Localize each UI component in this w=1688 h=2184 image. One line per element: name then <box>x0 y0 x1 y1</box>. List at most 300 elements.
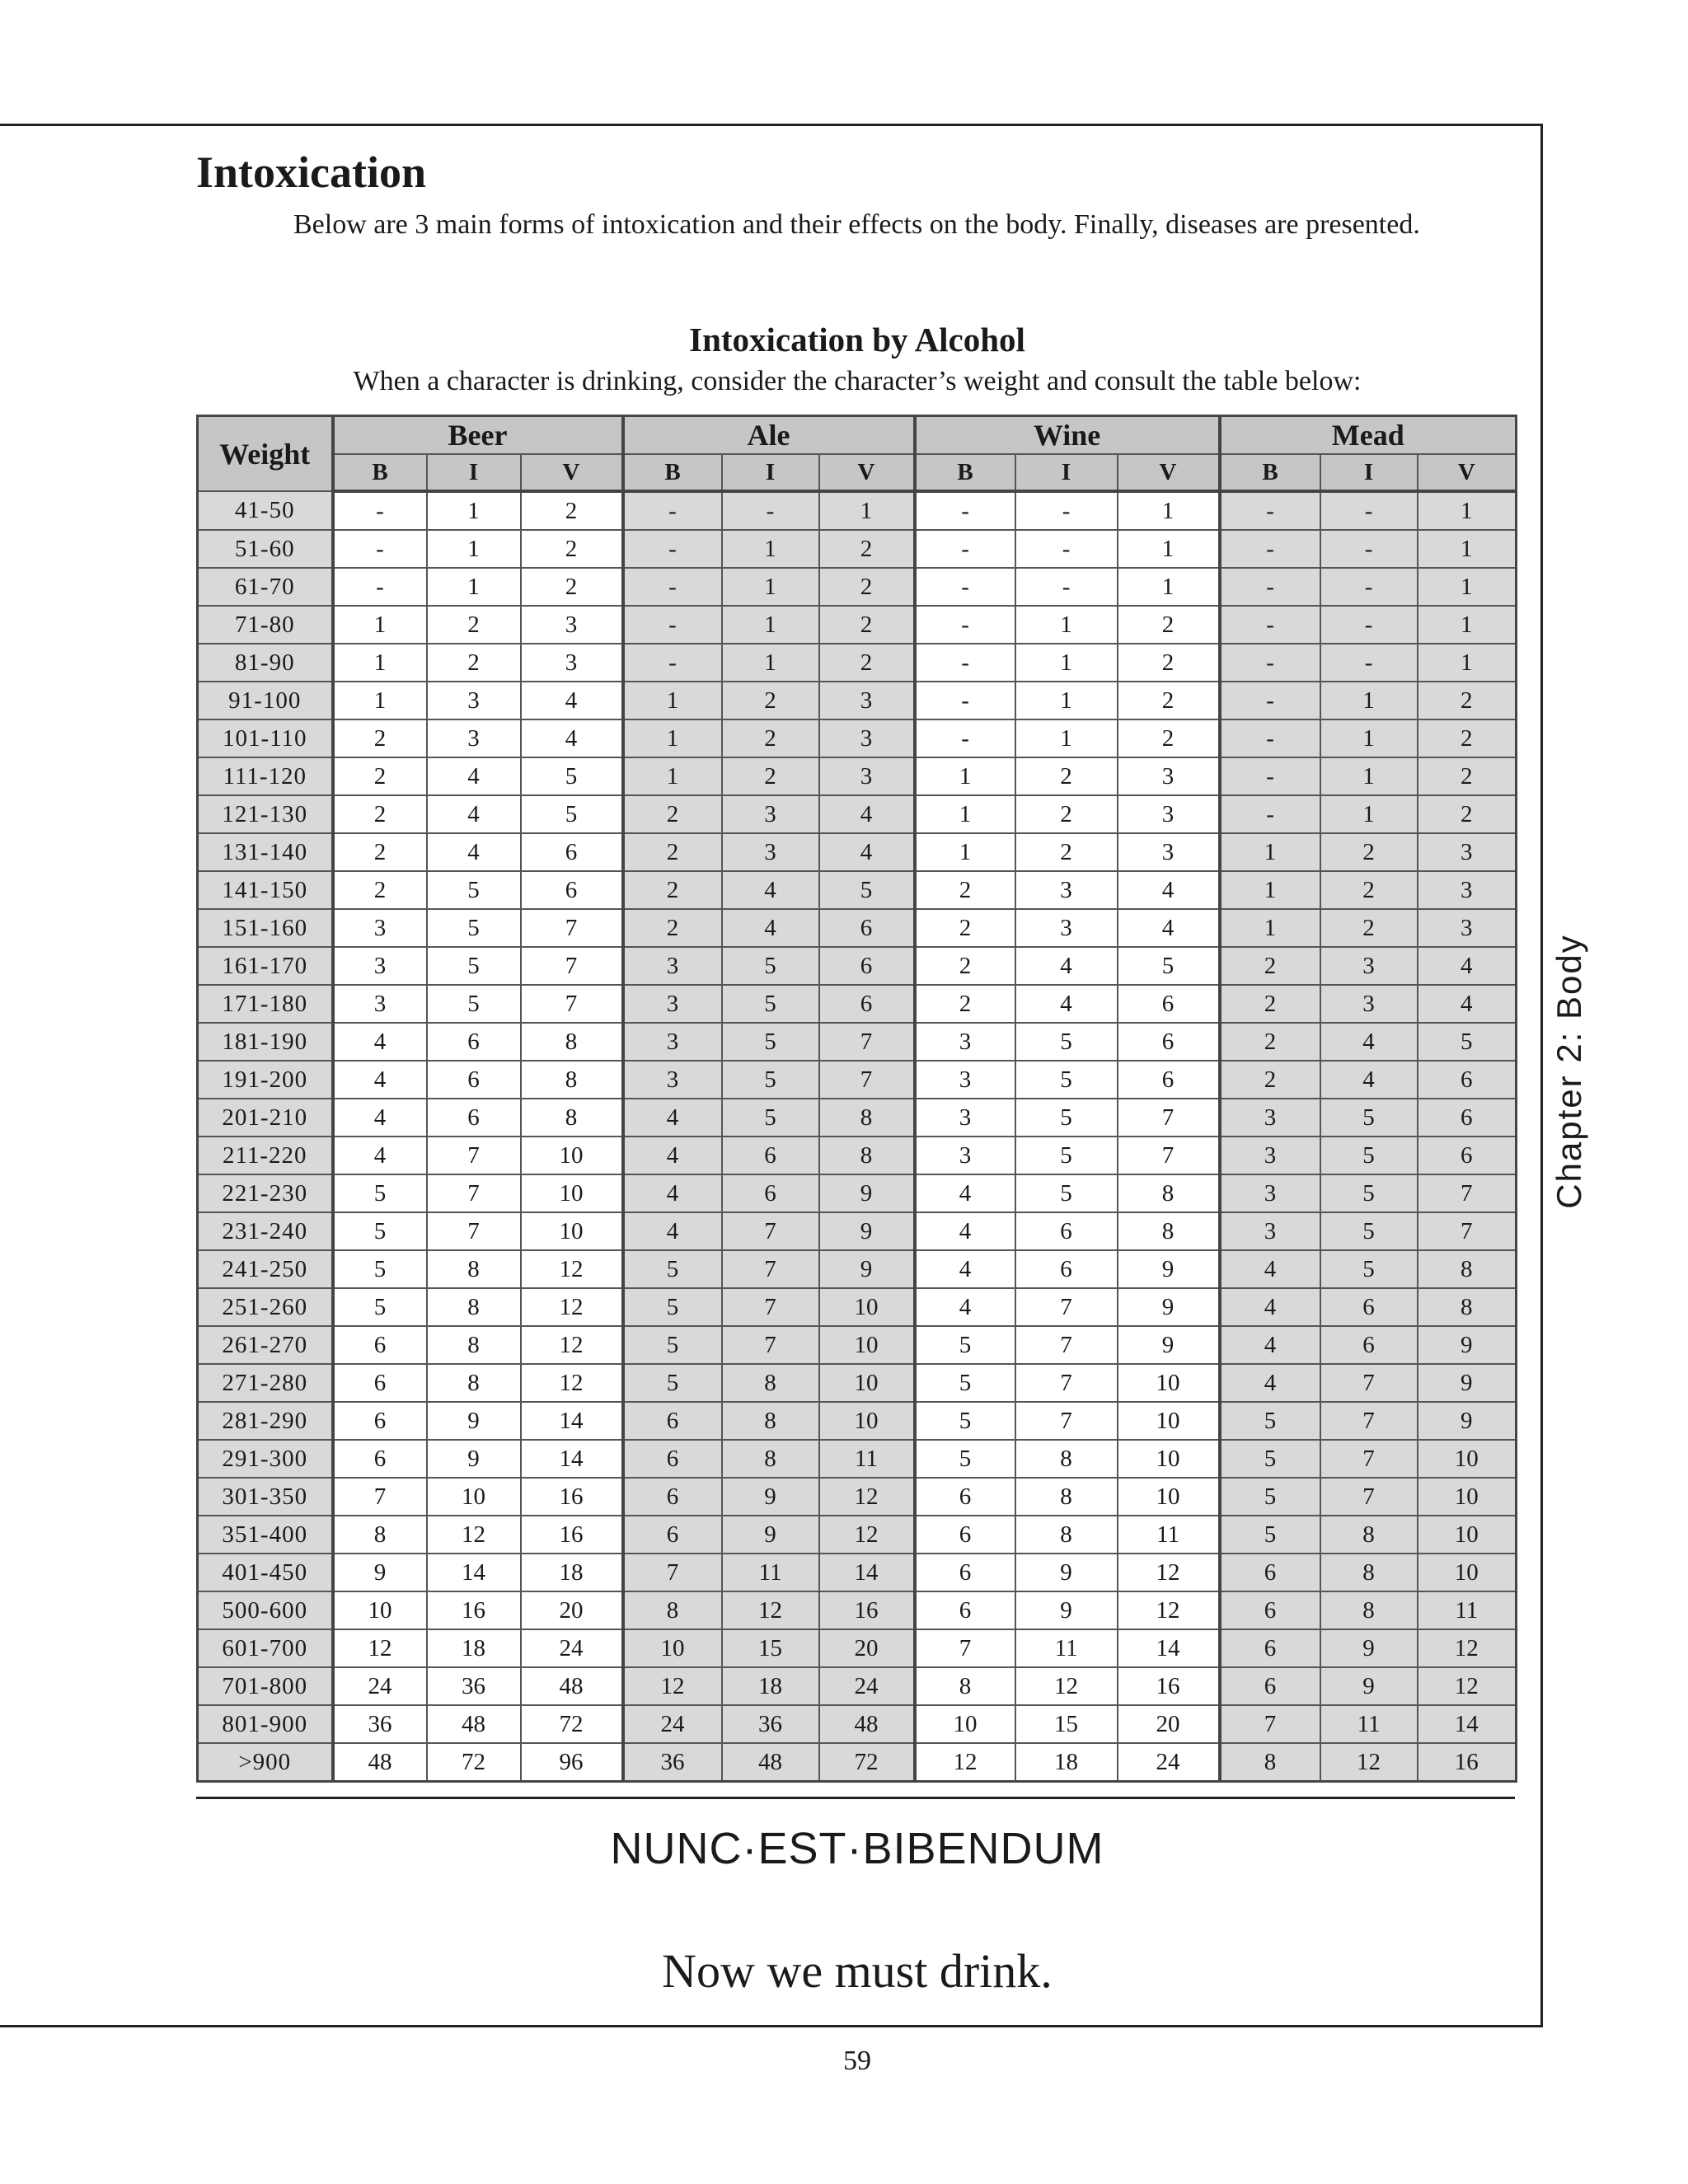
value-cell: 5 <box>427 871 521 909</box>
value-cell: 6 <box>1418 1099 1517 1137</box>
value-cell: 5 <box>722 1099 819 1137</box>
value-cell: - <box>915 491 1015 530</box>
value-cell: 6 <box>623 1440 722 1478</box>
weight-cell: 241-250 <box>198 1250 333 1288</box>
value-cell: 2 <box>1220 947 1320 985</box>
value-cell: 6 <box>333 1440 427 1478</box>
value-cell: 14 <box>1118 1629 1220 1667</box>
weight-cell: 301-350 <box>198 1478 333 1516</box>
value-cell: 2 <box>722 682 819 719</box>
table-row <box>198 795 1517 833</box>
value-cell: 10 <box>623 1629 722 1667</box>
value-cell: 7 <box>427 1137 521 1174</box>
value-cell: 48 <box>819 1705 915 1743</box>
value-cell: 1 <box>1320 682 1418 719</box>
weight-cell: 251-260 <box>198 1288 333 1326</box>
value-cell: 6 <box>1320 1288 1418 1326</box>
value-cell: 9 <box>722 1516 819 1554</box>
value-cell: - <box>1220 568 1320 606</box>
table-row <box>198 947 1517 985</box>
value-cell: 3 <box>623 1061 722 1099</box>
weight-cell: 801-900 <box>198 1705 333 1743</box>
value-cell: 2 <box>1418 719 1517 757</box>
value-cell: 8 <box>521 1061 623 1099</box>
value-cell: 16 <box>521 1478 623 1516</box>
value-cell: 10 <box>819 1326 915 1364</box>
value-cell: 3 <box>819 757 915 795</box>
value-cell: 8 <box>427 1364 521 1402</box>
value-cell: 12 <box>1118 1591 1220 1629</box>
value-cell: 9 <box>333 1554 427 1591</box>
table-row <box>198 719 1517 757</box>
value-cell: 1 <box>1418 530 1517 568</box>
value-cell: 5 <box>1320 1212 1418 1250</box>
table-instruction: When a character is drinking, consider the character’s weight and consult the table below: <box>353 366 1362 396</box>
value-cell: - <box>1220 530 1320 568</box>
value-cell: 11 <box>819 1440 915 1478</box>
value-cell: 1 <box>915 833 1015 871</box>
weight-cell: 221-230 <box>198 1174 333 1212</box>
value-cell: 12 <box>521 1364 623 1402</box>
value-cell: 5 <box>427 985 521 1023</box>
value-cell: 24 <box>333 1667 427 1705</box>
value-cell: 20 <box>819 1629 915 1667</box>
value-cell: 2 <box>1220 985 1320 1023</box>
value-cell: 16 <box>521 1516 623 1554</box>
value-cell: 9 <box>1118 1288 1220 1326</box>
table-row <box>198 1061 1517 1099</box>
value-cell: 7 <box>1220 1705 1320 1743</box>
table-row <box>198 1099 1517 1137</box>
value-cell: 9 <box>1418 1364 1517 1402</box>
value-cell: 5 <box>623 1326 722 1364</box>
value-cell: 4 <box>333 1061 427 1099</box>
weight-cell: 281-290 <box>198 1402 333 1440</box>
value-cell: 6 <box>819 909 915 947</box>
value-cell: 4 <box>427 757 521 795</box>
value-cell: 2 <box>521 568 623 606</box>
value-cell: 1 <box>427 568 521 606</box>
value-cell: 10 <box>1418 1478 1517 1516</box>
value-cell: 12 <box>915 1743 1015 1782</box>
value-cell: 48 <box>521 1667 623 1705</box>
value-cell: 7 <box>1320 1478 1418 1516</box>
value-cell: - <box>1320 644 1418 682</box>
value-cell: 1 <box>333 682 427 719</box>
value-cell: 5 <box>1320 1250 1418 1288</box>
value-cell: 7 <box>1320 1440 1418 1478</box>
value-cell: 5 <box>1015 1099 1118 1137</box>
value-cell: 8 <box>1320 1554 1418 1591</box>
value-cell: 3 <box>1418 871 1517 909</box>
value-cell: 11 <box>722 1554 819 1591</box>
value-cell: 5 <box>623 1250 722 1288</box>
value-cell: 8 <box>623 1591 722 1629</box>
table-row <box>198 1212 1517 1250</box>
value-cell: - <box>1015 530 1118 568</box>
value-cell: 9 <box>722 1478 819 1516</box>
value-cell: 2 <box>1418 682 1517 719</box>
sub-header-i: I <box>722 454 819 491</box>
value-cell: 12 <box>427 1516 521 1554</box>
value-cell: 4 <box>1220 1250 1320 1288</box>
value-cell: 1 <box>1418 606 1517 644</box>
value-cell: 10 <box>1118 1402 1220 1440</box>
value-cell: 8 <box>1320 1516 1418 1554</box>
weight-cell: 161-170 <box>198 947 333 985</box>
value-cell: 12 <box>1015 1667 1118 1705</box>
value-cell: 10 <box>1418 1554 1517 1591</box>
value-cell: 7 <box>427 1174 521 1212</box>
value-cell: 12 <box>521 1250 623 1288</box>
value-cell: 5 <box>1320 1174 1418 1212</box>
value-cell: 1 <box>1320 795 1418 833</box>
value-cell: 2 <box>1118 682 1220 719</box>
weight-cell: 701-800 <box>198 1667 333 1705</box>
value-cell: 2 <box>1320 833 1418 871</box>
value-cell: 1 <box>1015 719 1118 757</box>
sub-header-v: V <box>819 454 915 491</box>
weight-cell: 151-160 <box>198 909 333 947</box>
value-cell: 1 <box>333 606 427 644</box>
table-row <box>198 1478 1517 1516</box>
value-cell: 3 <box>722 833 819 871</box>
value-cell: 5 <box>1320 1137 1418 1174</box>
table-row <box>198 1250 1517 1288</box>
value-cell: 14 <box>521 1440 623 1478</box>
value-cell: 2 <box>1220 1023 1320 1061</box>
table-row <box>198 1288 1517 1326</box>
value-cell: 1 <box>623 682 722 719</box>
value-cell: 2 <box>427 644 521 682</box>
value-cell: 8 <box>722 1402 819 1440</box>
value-cell: 24 <box>1118 1743 1220 1782</box>
value-cell: 8 <box>427 1326 521 1364</box>
value-cell: 6 <box>623 1402 722 1440</box>
value-cell: 2 <box>521 491 623 530</box>
latin-motto: NUNC·EST·BIBENDUM <box>610 1824 1104 1873</box>
weight-cell: 291-300 <box>198 1440 333 1478</box>
value-cell: 7 <box>333 1478 427 1516</box>
value-cell: 2 <box>722 757 819 795</box>
value-cell: 7 <box>722 1326 819 1364</box>
value-cell: 6 <box>427 1061 521 1099</box>
value-cell: 6 <box>333 1364 427 1402</box>
value-cell: 8 <box>1015 1478 1118 1516</box>
weight-cell: >900 <box>198 1743 333 1782</box>
chapter-tab: Chapter 2: Body <box>1550 934 1588 1209</box>
value-cell: 4 <box>915 1250 1015 1288</box>
value-cell: 10 <box>333 1591 427 1629</box>
value-cell: 4 <box>1220 1326 1320 1364</box>
sub-header-v: V <box>1418 454 1517 491</box>
value-cell: 6 <box>521 833 623 871</box>
value-cell: 1 <box>1220 909 1320 947</box>
value-cell: - <box>915 568 1015 606</box>
value-cell: 18 <box>427 1629 521 1667</box>
value-cell: 72 <box>521 1705 623 1743</box>
value-cell: 1 <box>1220 871 1320 909</box>
value-cell: 3 <box>521 644 623 682</box>
value-cell: 6 <box>1015 1250 1118 1288</box>
weight-header: Weight <box>198 416 333 492</box>
table-row <box>198 1174 1517 1212</box>
value-cell: 4 <box>623 1212 722 1250</box>
value-cell: 6 <box>623 1516 722 1554</box>
value-cell: 5 <box>1220 1402 1320 1440</box>
value-cell: 5 <box>521 795 623 833</box>
value-cell: 6 <box>1320 1326 1418 1364</box>
value-cell: 8 <box>1118 1212 1220 1250</box>
value-cell: 3 <box>1220 1212 1320 1250</box>
value-cell: 10 <box>521 1174 623 1212</box>
value-cell: 96 <box>521 1743 623 1782</box>
value-cell: 6 <box>915 1591 1015 1629</box>
table-row <box>198 1516 1517 1554</box>
value-cell: 5 <box>819 871 915 909</box>
value-cell: 3 <box>623 985 722 1023</box>
value-cell: 4 <box>623 1137 722 1174</box>
value-cell: 4 <box>427 833 521 871</box>
table-row <box>198 1364 1517 1402</box>
value-cell: 3 <box>1220 1137 1320 1174</box>
value-cell: 24 <box>819 1667 915 1705</box>
table-row <box>198 1705 1517 1743</box>
value-cell: 2 <box>333 795 427 833</box>
value-cell: 12 <box>521 1326 623 1364</box>
value-cell: 3 <box>915 1099 1015 1137</box>
value-cell: 9 <box>1320 1629 1418 1667</box>
value-cell: 9 <box>1015 1554 1118 1591</box>
value-cell: 1 <box>333 644 427 682</box>
group-header-ale: Ale <box>623 416 915 455</box>
value-cell: 9 <box>427 1440 521 1478</box>
value-cell: 8 <box>819 1099 915 1137</box>
value-cell: 36 <box>722 1705 819 1743</box>
intro-paragraph: Below are 3 main forms of intoxication and their effects on the body. Finally, diseases are presented. <box>293 209 1420 240</box>
value-cell: 6 <box>1418 1061 1517 1099</box>
value-cell: 6 <box>427 1023 521 1061</box>
value-cell: 7 <box>1015 1326 1118 1364</box>
value-cell: 36 <box>333 1705 427 1743</box>
value-cell: 1 <box>1320 757 1418 795</box>
value-cell: 1 <box>819 491 915 530</box>
value-cell: 2 <box>1015 757 1118 795</box>
value-cell: 5 <box>427 947 521 985</box>
value-cell: - <box>333 568 427 606</box>
value-cell: 3 <box>1418 833 1517 871</box>
value-cell: 4 <box>1118 871 1220 909</box>
value-cell: 10 <box>1118 1478 1220 1516</box>
value-cell: 3 <box>623 1023 722 1061</box>
weight-cell: 101-110 <box>198 719 333 757</box>
value-cell: 7 <box>819 1061 915 1099</box>
value-cell: 2 <box>623 871 722 909</box>
value-cell: 5 <box>915 1402 1015 1440</box>
value-cell: 7 <box>1418 1212 1517 1250</box>
weight-cell: 401-450 <box>198 1554 333 1591</box>
value-cell: - <box>915 682 1015 719</box>
value-cell: - <box>1220 757 1320 795</box>
table-row <box>198 1667 1517 1705</box>
value-cell: - <box>1320 568 1418 606</box>
value-cell: 5 <box>915 1440 1015 1478</box>
value-cell: 36 <box>427 1667 521 1705</box>
table-row <box>198 757 1517 795</box>
value-cell: 8 <box>722 1440 819 1478</box>
value-cell: 9 <box>1320 1667 1418 1705</box>
value-cell: - <box>915 644 1015 682</box>
value-cell: 5 <box>1418 1023 1517 1061</box>
value-cell: 8 <box>915 1667 1015 1705</box>
value-cell: 6 <box>1220 1667 1320 1705</box>
page-number: 59 <box>843 2046 871 2076</box>
sub-header-b: B <box>915 454 1015 491</box>
value-cell: 6 <box>1220 1554 1320 1591</box>
weight-cell: 121-130 <box>198 795 333 833</box>
value-cell: 4 <box>722 909 819 947</box>
value-cell: 2 <box>819 606 915 644</box>
value-cell: 3 <box>521 606 623 644</box>
value-cell: 4 <box>915 1288 1015 1326</box>
value-cell: 4 <box>915 1174 1015 1212</box>
value-cell: 3 <box>819 682 915 719</box>
value-cell: 6 <box>819 985 915 1023</box>
value-cell: 7 <box>1015 1364 1118 1402</box>
value-cell: 14 <box>427 1554 521 1591</box>
value-cell: 4 <box>333 1023 427 1061</box>
value-cell: 5 <box>521 757 623 795</box>
value-cell: 7 <box>521 947 623 985</box>
sub-header-i: I <box>1015 454 1118 491</box>
value-cell: 7 <box>1320 1402 1418 1440</box>
value-cell: 48 <box>333 1743 427 1782</box>
value-cell: 1 <box>915 757 1015 795</box>
value-cell: 9 <box>1118 1250 1220 1288</box>
value-cell: 5 <box>1220 1516 1320 1554</box>
value-cell: 5 <box>915 1364 1015 1402</box>
value-cell: 2 <box>1320 909 1418 947</box>
value-cell: 12 <box>521 1288 623 1326</box>
value-cell: 2 <box>623 795 722 833</box>
value-cell: 2 <box>333 833 427 871</box>
value-cell: 5 <box>722 985 819 1023</box>
value-cell: 1 <box>722 568 819 606</box>
value-cell: 8 <box>819 1137 915 1174</box>
value-cell: - <box>1220 795 1320 833</box>
value-cell: 10 <box>1118 1440 1220 1478</box>
weight-cell: 191-200 <box>198 1061 333 1099</box>
value-cell: 2 <box>623 833 722 871</box>
value-cell: 1 <box>623 757 722 795</box>
value-cell: 1 <box>1015 682 1118 719</box>
value-cell: 7 <box>722 1288 819 1326</box>
weight-cell: 261-270 <box>198 1326 333 1364</box>
value-cell: 5 <box>1118 947 1220 985</box>
value-cell: 24 <box>623 1705 722 1743</box>
value-cell: 4 <box>915 1212 1015 1250</box>
value-cell: 4 <box>333 1099 427 1137</box>
value-cell: 5 <box>623 1364 722 1402</box>
sub-header-v: V <box>1118 454 1220 491</box>
value-cell: 24 <box>521 1629 623 1667</box>
value-cell: 9 <box>1118 1326 1220 1364</box>
value-cell: 6 <box>521 871 623 909</box>
value-cell: 3 <box>1320 985 1418 1023</box>
value-cell: 5 <box>333 1288 427 1326</box>
value-cell: 12 <box>819 1478 915 1516</box>
table-row <box>198 1554 1517 1591</box>
table-row <box>198 568 1517 606</box>
value-cell: 3 <box>1015 909 1118 947</box>
value-cell: - <box>1320 530 1418 568</box>
value-cell: 7 <box>1118 1137 1220 1174</box>
value-cell: 5 <box>1220 1440 1320 1478</box>
value-cell: 6 <box>1015 1212 1118 1250</box>
value-cell: 6 <box>1418 1137 1517 1174</box>
value-cell: 8 <box>427 1288 521 1326</box>
divider <box>196 1797 1515 1799</box>
value-cell: 3 <box>915 1137 1015 1174</box>
value-cell: 7 <box>521 985 623 1023</box>
value-cell: 9 <box>1418 1402 1517 1440</box>
value-cell: 4 <box>1118 909 1220 947</box>
weight-cell: 231-240 <box>198 1212 333 1250</box>
value-cell: 2 <box>915 947 1015 985</box>
weight-cell: 351-400 <box>198 1516 333 1554</box>
value-cell: 1 <box>915 795 1015 833</box>
value-cell: 8 <box>1118 1174 1220 1212</box>
value-cell: 14 <box>521 1402 623 1440</box>
value-cell: - <box>915 719 1015 757</box>
value-cell: 8 <box>427 1250 521 1288</box>
value-cell: 5 <box>333 1250 427 1288</box>
value-cell: 3 <box>1118 757 1220 795</box>
value-cell: 20 <box>1118 1705 1220 1743</box>
sub-header-v: V <box>521 454 623 491</box>
value-cell: 1 <box>1418 568 1517 606</box>
value-cell: 8 <box>1015 1440 1118 1478</box>
value-cell: 18 <box>521 1554 623 1591</box>
value-cell: - <box>1015 491 1118 530</box>
value-cell: 4 <box>1418 947 1517 985</box>
value-cell: 12 <box>1320 1743 1418 1782</box>
table-row <box>198 1023 1517 1061</box>
value-cell: 3 <box>333 985 427 1023</box>
value-cell: 8 <box>521 1099 623 1137</box>
value-cell: 6 <box>915 1478 1015 1516</box>
value-cell: 10 <box>819 1402 915 1440</box>
value-cell: 3 <box>1418 909 1517 947</box>
value-cell: 2 <box>915 871 1015 909</box>
value-cell: 4 <box>623 1099 722 1137</box>
value-cell: 2 <box>1220 1061 1320 1099</box>
value-cell: - <box>915 606 1015 644</box>
table-row <box>198 871 1517 909</box>
table-row <box>198 1440 1517 1478</box>
table-row <box>198 1137 1517 1174</box>
value-cell: 2 <box>1320 871 1418 909</box>
value-cell: 1 <box>623 719 722 757</box>
group-header-beer: Beer <box>333 416 623 455</box>
value-cell: 2 <box>1118 644 1220 682</box>
weight-cell: 91-100 <box>198 682 333 719</box>
value-cell: 3 <box>915 1023 1015 1061</box>
value-cell: 16 <box>819 1591 915 1629</box>
value-cell: - <box>1220 682 1320 719</box>
value-cell: 3 <box>1220 1099 1320 1137</box>
value-cell: 3 <box>1118 795 1220 833</box>
